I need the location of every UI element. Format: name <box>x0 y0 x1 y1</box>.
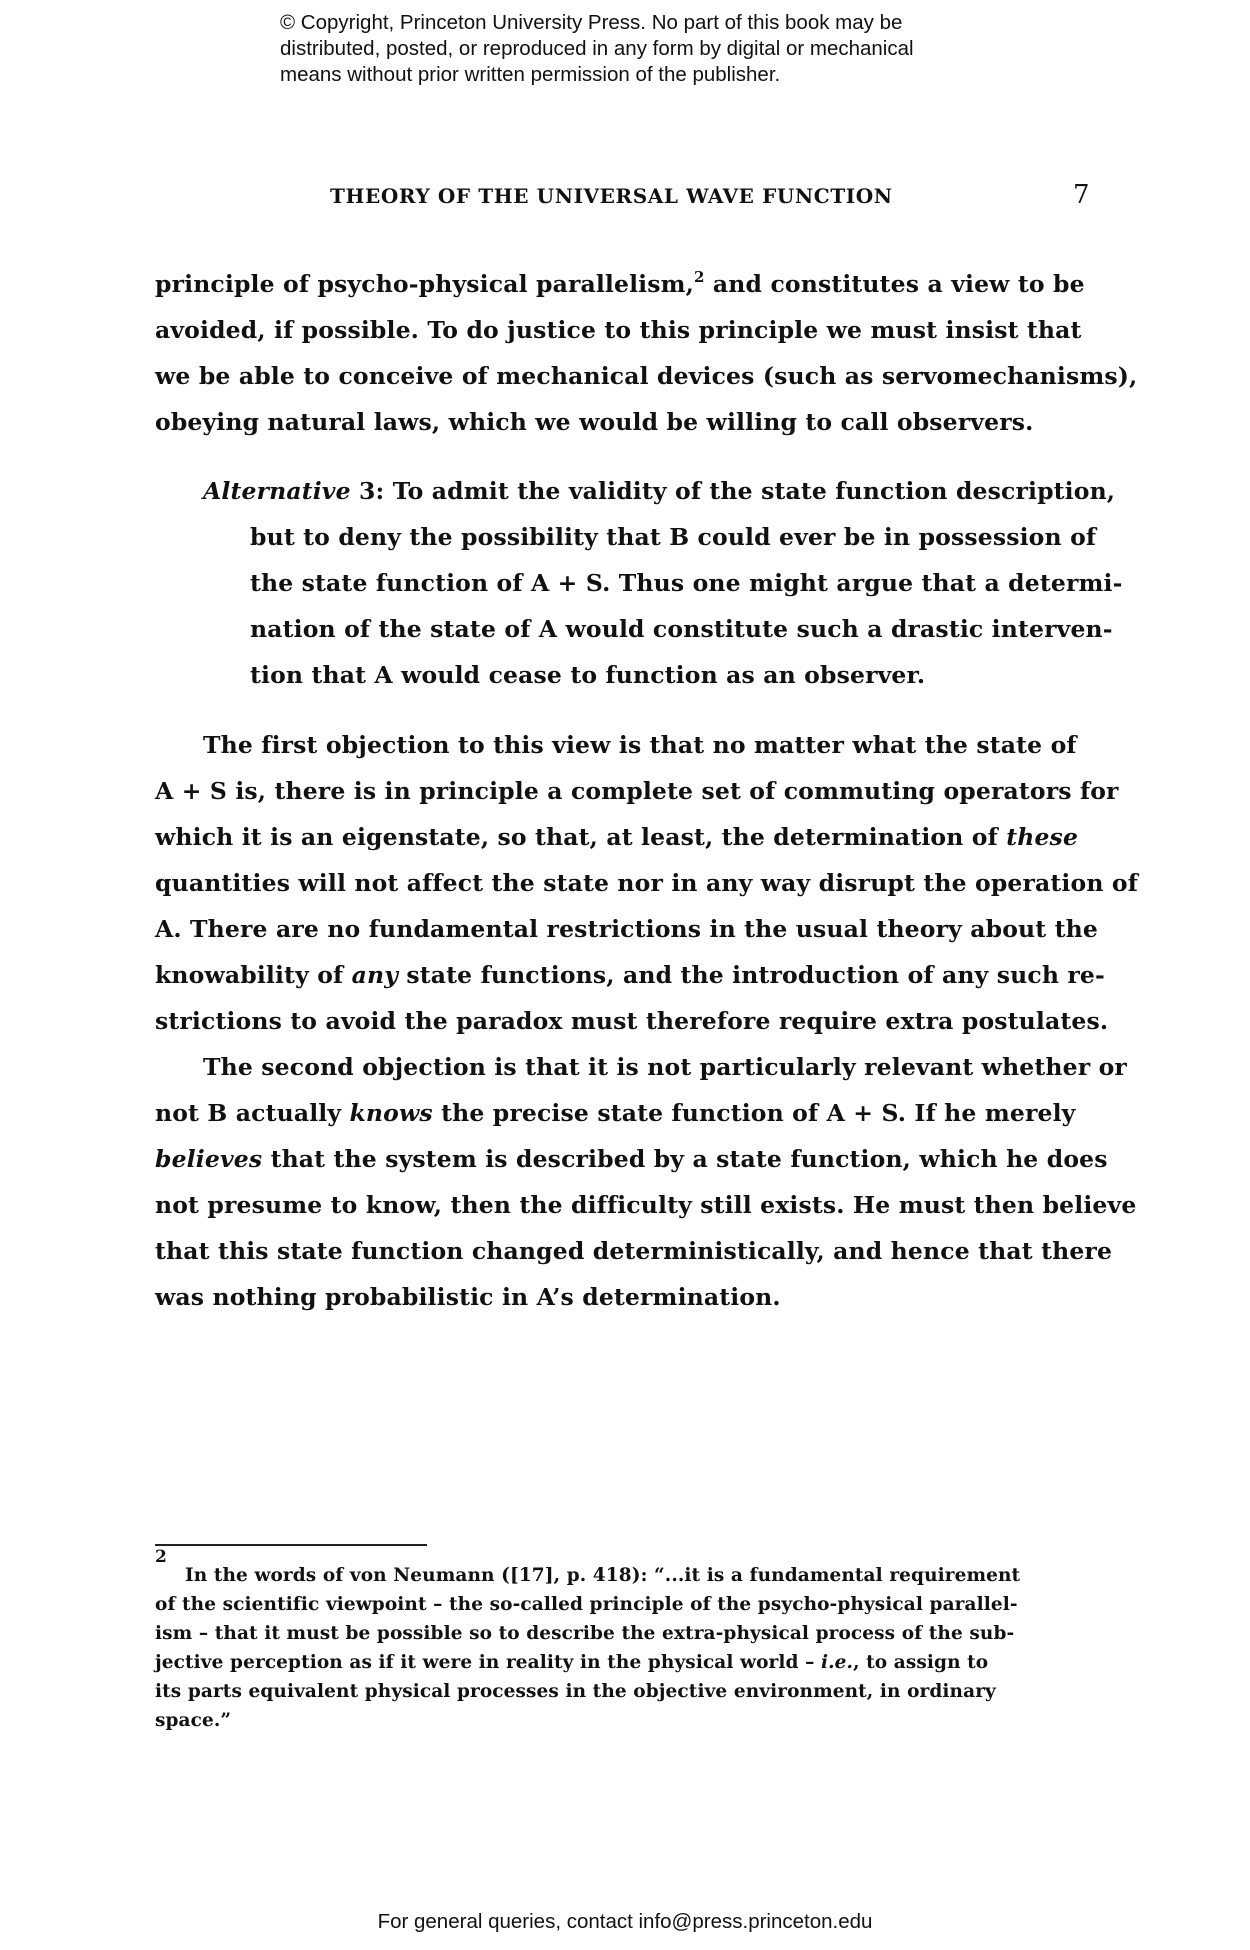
text-span: knowability of <box>155 961 352 989</box>
text-line <box>203 477 1115 505</box>
text-span: not B actually <box>155 1099 350 1127</box>
footnote-line: ism – that it must be possible so to describe the extra-physical process of the sub- <box>155 1623 1015 1644</box>
text-span: that the system is described by a state function, which he does <box>262 1145 1108 1173</box>
emphasis: these <box>1006 823 1079 851</box>
text-line: quantities will not affect the state nor in any way disrupt the operation of <box>155 869 1138 897</box>
text-line <box>155 961 1105 989</box>
text-span: the precise state function of A + S. If he merely <box>432 1099 1076 1127</box>
text-line: was nothing probabilistic in A’s determination. <box>155 1283 781 1311</box>
text-line: the state function of A + S. Thus one might argue that a determi- <box>250 569 1123 597</box>
text-line: not presume to know, then the difficulty still exists. He must then believe <box>155 1191 1137 1219</box>
footnote-marker: 2 <box>155 1547 167 1567</box>
text-span: principle of psycho-physical parallelism, <box>155 270 694 298</box>
copyright-line: distributed, posted, or reproduced in any form by digital or mechanical <box>280 37 914 60</box>
alternative-number: 3: <box>350 477 385 505</box>
text-line: tion that A would cease to function as an observer. <box>250 661 926 689</box>
text-line: The first objection to this view is that no matter what the state of <box>203 731 1077 759</box>
text-line: we be able to conceive of mechanical devices (such as servomechanisms), <box>155 362 1138 390</box>
text-line <box>155 1145 1108 1173</box>
copyright-notice <box>280 10 1040 88</box>
text-span: jective perception as if it were in reality in the physical world – <box>155 1652 821 1673</box>
page-number: 7 <box>1073 180 1090 210</box>
emphasis: knows <box>349 1099 433 1127</box>
text-span: and constitutes a view to be <box>704 270 1085 298</box>
text-line: A. There are no fundamental restrictions in the usual theory about the <box>155 915 1098 943</box>
text-line: avoided, if possible. To do justice to this principle we must insist that <box>155 316 1082 344</box>
text-span: which it is an eigenstate, so that, at least, the determination of <box>155 823 1007 851</box>
text-line <box>155 1099 1075 1127</box>
footnote-line: its parts equivalent physical processes in the objective environment, in ordinary <box>155 1681 996 1702</box>
copyright-line: © Copyright, Princeton University Press. No part of this book may be <box>280 11 903 34</box>
text-line: nation of the state of A would constitute such a drastic interven- <box>250 615 1113 643</box>
text-line: A + S is, there is in principle a complete set of commuting operators for <box>155 777 1119 805</box>
text-span: state functions, and the introduction of any such re- <box>398 961 1105 989</box>
footnote-line <box>155 1652 988 1673</box>
text-line: strictions to avoid the paradox must therefore require extra postulates. <box>155 1007 1109 1035</box>
text-span: , to assign to <box>853 1652 989 1673</box>
alternative-label: Alternative <box>203 477 351 505</box>
footnote-ref[interactable]: 2 <box>694 268 705 286</box>
text-line: that this state function changed deterministically, and hence that there <box>155 1237 1113 1265</box>
footnote-divider <box>155 1544 427 1546</box>
footnote-line: space.” <box>155 1710 232 1731</box>
footnote-line: In the words of von Neumann ([17], p. 418): “...it is a fundamental requirement <box>185 1565 1021 1586</box>
text-line: but to deny the possibility that B could ever be in possession of <box>250 523 1097 551</box>
text-line: The second objection is that it is not particularly relevant whether or <box>203 1053 1127 1081</box>
text-line: obeying natural laws, which we would be willing to call observers. <box>155 408 1034 436</box>
emphasis: i.e. <box>820 1652 854 1673</box>
text-line <box>155 823 1078 851</box>
text-span: To admit the validity of the state function description, <box>384 477 1116 505</box>
text-line <box>155 270 1085 298</box>
emphasis: any <box>351 961 399 989</box>
emphasis: believes <box>155 1145 263 1173</box>
running-title: THEORY OF THE UNIVERSAL WAVE FUNCTION <box>330 184 893 208</box>
contact-footer: For general queries, contact info@press.princeton.edu <box>377 1910 873 1933</box>
footnote-line: of the scientific viewpoint – the so-called principle of the psycho-physical parallel- <box>155 1594 1018 1615</box>
copyright-line: means without prior written permission of the publisher. <box>280 63 781 86</box>
